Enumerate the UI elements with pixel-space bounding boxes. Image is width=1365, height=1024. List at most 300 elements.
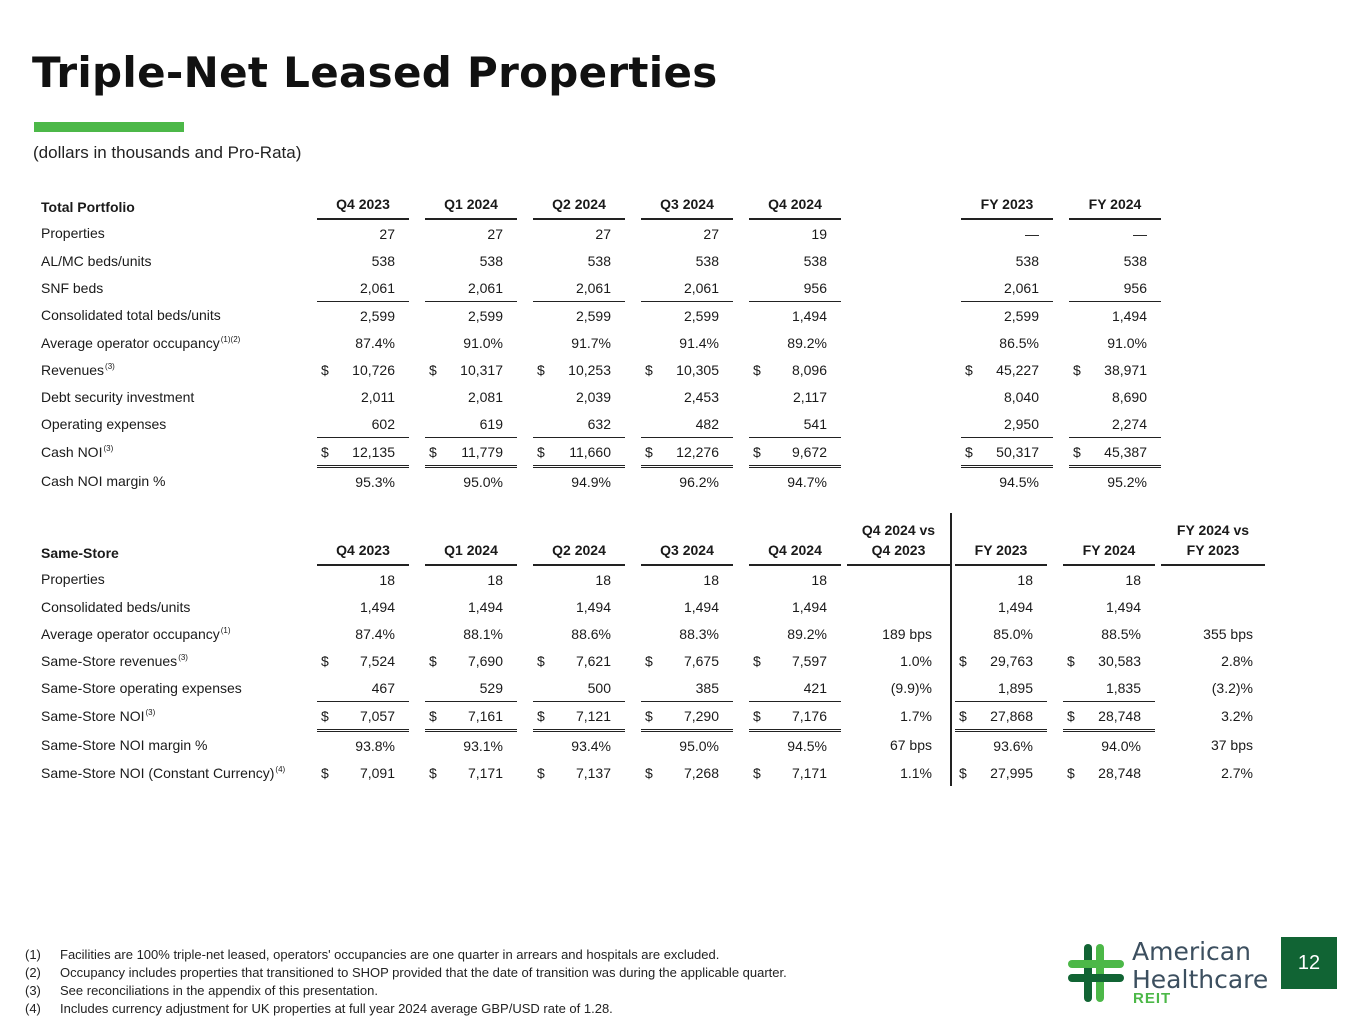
table-row [33, 302, 1161, 330]
currency-symbol [533, 620, 551, 647]
currency-symbol [641, 565, 659, 593]
footnote-text: Facilities are 100% triple-net leased, operators' occupancies are one quarter in arrears and hospitals are excluded. [60, 947, 720, 962]
spacer [409, 383, 425, 410]
cell-value: 93.1% [463, 737, 503, 754]
cell-value: 88.6% [571, 625, 611, 642]
cell-value: 86.5% [999, 334, 1039, 351]
change-value: (9.9)% [847, 674, 951, 702]
currency-symbol [425, 410, 443, 438]
currency-symbol [641, 302, 659, 330]
cell-value: 10,726 [352, 361, 395, 378]
cell-value: 18 [487, 571, 503, 588]
cell-value: 7,268 [683, 764, 719, 781]
spacer [733, 329, 749, 356]
cell-value: 538 [479, 252, 503, 269]
cell-value: 1,835 [1081, 674, 1155, 702]
footnote-ref: (3) [103, 444, 114, 453]
cell-value: 619 [443, 410, 517, 438]
currency-symbol [749, 731, 767, 760]
spacer [409, 219, 425, 247]
change-value [847, 593, 951, 620]
cell-value: 45,227 [996, 361, 1039, 378]
currency-symbol [955, 674, 973, 702]
currency-symbol [317, 410, 335, 438]
spacer [409, 467, 425, 496]
spacer [1053, 410, 1069, 438]
currency-symbol [641, 383, 659, 410]
currency-symbol [641, 329, 659, 356]
row-label [33, 247, 315, 274]
cell-value: 12,276 [659, 438, 733, 467]
row-label [33, 410, 315, 438]
cell-value: 7,675 [683, 652, 719, 669]
currency-symbol [955, 565, 973, 593]
change-value: 189 bps [847, 620, 951, 647]
spacer [841, 438, 961, 467]
cell-value: 7,597 [791, 652, 827, 669]
spacer [517, 329, 533, 356]
cell-value: 2,599 [683, 307, 719, 324]
currency-symbol: $ [537, 361, 545, 378]
currency-symbol [1069, 302, 1087, 330]
table-row [33, 274, 1161, 302]
row-label [33, 731, 315, 760]
spacer [517, 731, 533, 760]
cell-value: 27,868 [973, 702, 1047, 731]
cell-value: 27,995 [990, 764, 1033, 781]
currency-symbol [749, 593, 767, 620]
same-store-table [33, 513, 1265, 786]
cell-value: 2,081 [467, 388, 503, 405]
spacer [625, 620, 641, 647]
spacer [841, 247, 961, 274]
column-header: Q2 2024 [533, 187, 625, 219]
row-label-text: Cash NOI margin % [41, 472, 166, 489]
cell-value: 18 [1017, 571, 1033, 588]
cell-value: 94.5% [787, 737, 827, 754]
cell-value: 632 [551, 410, 625, 438]
cell-value: 956 [1087, 274, 1161, 302]
footnote-text: Occupancy includes properties that transitioned to SHOP provided that the date of transition was during the applicable quarter. [60, 965, 787, 980]
spacer [625, 219, 641, 247]
cell-value: 87.4% [355, 334, 395, 351]
currency-symbol: $ [1067, 652, 1075, 669]
row-label-text: Same-Store NOI [41, 708, 145, 724]
footnote-ref: (3) [105, 361, 115, 371]
cell-value: 88.5% [1101, 625, 1141, 642]
row-label-text: Cash NOI [41, 444, 103, 460]
column-header: FY 2024 [1063, 513, 1155, 565]
spacer [625, 274, 641, 302]
footnote-ref: (3) [178, 652, 188, 662]
change-value: 37 bps [1210, 736, 1253, 753]
cell-value: 1,494 [359, 598, 395, 615]
spacer [841, 274, 961, 302]
table-row [33, 759, 1265, 786]
currency-symbol [641, 593, 659, 620]
cell-value: 11,779 [443, 438, 517, 467]
currency-symbol [961, 410, 979, 438]
spacer [1053, 467, 1069, 496]
footnote [25, 946, 787, 964]
spacer [733, 759, 749, 786]
currency-symbol [317, 219, 335, 247]
currency-symbol: $ [425, 438, 443, 467]
cell-value: 482 [659, 410, 733, 438]
spacer [517, 702, 533, 731]
footnote-text: Includes currency adjustment for UK properties at full year 2024 average GBP/USD rate of 1.28. [60, 1001, 613, 1016]
spacer [841, 329, 961, 356]
spacer [625, 329, 641, 356]
cell-value: 1,494 [791, 307, 827, 324]
cell-value: 10,305 [676, 361, 719, 378]
cell-value: 1,494 [467, 598, 503, 615]
currency-symbol [425, 383, 443, 410]
cell-value: 94.0% [1101, 737, 1141, 754]
change-value: 1.1% [847, 759, 951, 786]
row-label [33, 759, 315, 786]
cell-value: 28,748 [1081, 702, 1155, 731]
currency-symbol [317, 467, 335, 496]
cell-value: 1,494 [1111, 307, 1147, 324]
currency-symbol [533, 274, 551, 302]
currency-symbol [749, 674, 767, 702]
section-header: Same-Store [41, 545, 119, 561]
table-row [33, 593, 1265, 620]
currency-symbol [317, 620, 335, 647]
cell-value: 93.4% [571, 737, 611, 754]
spacer [733, 383, 749, 410]
currency-symbol [961, 329, 979, 356]
spacer [625, 383, 641, 410]
spacer [1053, 274, 1069, 302]
cell-value: 2,599 [1003, 307, 1039, 324]
spacer [517, 565, 533, 593]
row-label-text: Same-Store revenues [41, 652, 178, 669]
q-change-line1: Q4 2024 vs [861, 522, 936, 538]
cell-value: 1,494 [1105, 598, 1141, 615]
cell-value: 529 [443, 674, 517, 702]
table-row [33, 356, 1161, 383]
row-label [33, 467, 315, 496]
cell-value: 2,599 [467, 307, 503, 324]
cell-value: 27 [487, 225, 503, 242]
currency-symbol: $ [961, 438, 979, 467]
currency-symbol [749, 410, 767, 438]
spacer [517, 219, 533, 247]
currency-symbol [317, 383, 335, 410]
currency-symbol: $ [645, 361, 653, 378]
currency-symbol [749, 247, 767, 274]
table-row [33, 467, 1161, 496]
row-label [33, 565, 315, 593]
table-row [33, 247, 1161, 274]
currency-symbol [317, 593, 335, 620]
currency-symbol [317, 302, 335, 330]
cell-value: 18 [703, 571, 719, 588]
spacer [1047, 565, 1063, 593]
column-header: Q3 2024 [641, 513, 733, 565]
currency-symbol [641, 410, 659, 438]
row-label [33, 593, 315, 620]
currency-symbol [317, 674, 335, 702]
spacer [409, 329, 425, 356]
cell-value: 95.3% [355, 473, 395, 490]
currency-symbol [749, 329, 767, 356]
currency-symbol: $ [641, 438, 659, 467]
spacer [517, 302, 533, 330]
currency-symbol [749, 302, 767, 330]
spacer [733, 565, 749, 593]
plus-logo-icon [1066, 942, 1126, 1006]
spacer [625, 410, 641, 438]
change-value: 3.2% [1221, 708, 1253, 724]
cell-value: 2,011 [361, 388, 395, 405]
spacer [517, 383, 533, 410]
cell-value: 95.0% [463, 473, 503, 490]
spacer [409, 647, 425, 674]
row-label-text: Same-Store operating expenses [41, 679, 242, 696]
fy-change-line2: FY 2023 [1186, 542, 1240, 558]
column-header: Q4 2023 [317, 187, 409, 219]
spacer [517, 247, 533, 274]
change-value [1161, 593, 1265, 620]
spacer [733, 647, 749, 674]
currency-symbol [425, 219, 443, 247]
cell-value: 27 [379, 225, 395, 242]
spacer [1047, 593, 1063, 620]
logo-wordmark [1132, 938, 1268, 994]
spacer [1053, 438, 1069, 467]
footnote-number: (1) [25, 947, 41, 962]
change-value: 1.7% [847, 702, 951, 731]
cell-value: 538 [803, 252, 827, 269]
currency-symbol [1069, 247, 1087, 274]
spacer [409, 702, 425, 731]
currency-symbol [425, 274, 443, 302]
spacer [733, 702, 749, 731]
currency-symbol: $ [959, 764, 967, 781]
spacer [517, 593, 533, 620]
cell-value: 538 [371, 252, 395, 269]
cell-value: 2,061 [335, 274, 409, 302]
cell-value: 9,672 [767, 438, 841, 467]
currency-symbol [641, 620, 659, 647]
cell-value: 8,690 [1111, 388, 1147, 405]
column-header-q-change [847, 513, 951, 565]
cell-value: 1,494 [575, 598, 611, 615]
column-header: Q1 2024 [425, 187, 517, 219]
spacer [517, 647, 533, 674]
row-label-text: Properties [41, 571, 105, 587]
spacer [733, 731, 749, 760]
currency-symbol [641, 731, 659, 760]
spacer [409, 731, 425, 760]
currency-symbol [425, 329, 443, 356]
column-header: Q4 2023 [317, 513, 409, 565]
currency-symbol [955, 731, 973, 760]
footnote-number: (3) [25, 983, 41, 998]
cell-value: 538 [1123, 252, 1147, 269]
table-row [33, 702, 1265, 731]
column-header: Q4 2024 [749, 187, 841, 219]
row-label-text: Same-Store NOI margin % [41, 736, 208, 753]
spacer [409, 593, 425, 620]
cell-value: 30,583 [1098, 652, 1141, 669]
row-label-text: Consolidated beds/units [41, 598, 191, 615]
spacer [733, 302, 749, 330]
column-header: Q1 2024 [425, 513, 517, 565]
cell-value: 93.8% [355, 737, 395, 754]
currency-symbol: $ [321, 764, 329, 781]
currency-symbol [425, 467, 443, 496]
currency-symbol [1063, 620, 1081, 647]
row-label [33, 647, 315, 674]
cell-value: 467 [335, 674, 409, 702]
currency-symbol [317, 731, 335, 760]
currency-symbol [961, 383, 979, 410]
cell-value: 18 [1125, 571, 1141, 588]
row-label-text: Operating expenses [41, 415, 167, 432]
cell-value: 18 [595, 571, 611, 588]
change-value: 67 bps [847, 731, 951, 760]
row-label [33, 356, 315, 383]
currency-symbol: $ [955, 702, 973, 731]
cell-value: 91.0% [1107, 334, 1147, 351]
cell-value: 18 [379, 571, 395, 588]
spacer [1053, 383, 1069, 410]
logo-line1: American [1132, 937, 1251, 966]
cell-value: 12,135 [335, 438, 409, 467]
spacer [625, 759, 641, 786]
footnote-number: (4) [25, 1001, 41, 1016]
currency-symbol [1063, 731, 1081, 760]
cell-value: 88.1% [463, 625, 503, 642]
cell-value: 1,494 [683, 598, 719, 615]
cell-value: 95.2% [1107, 473, 1147, 490]
currency-symbol [425, 593, 443, 620]
spacer [1053, 247, 1069, 274]
row-label [33, 329, 315, 356]
cell-value: 2,453 [683, 388, 719, 405]
cell-value: 500 [551, 674, 625, 702]
cell-value: 2,061 [979, 274, 1053, 302]
row-label [33, 274, 315, 302]
currency-symbol [317, 247, 335, 274]
spacer [409, 274, 425, 302]
table-row [33, 620, 1265, 647]
change-value: 355 bps [1203, 625, 1253, 642]
currency-symbol [317, 329, 335, 356]
cell-value: 7,137 [575, 764, 611, 781]
spacer [1053, 302, 1069, 330]
spacer [733, 467, 749, 496]
cell-value: 2,039 [575, 388, 611, 405]
spacer [625, 302, 641, 330]
cell-value: 10,317 [460, 361, 503, 378]
currency-symbol [749, 467, 767, 496]
row-label-text: Revenues [41, 361, 105, 378]
cell-value: 94.9% [571, 473, 611, 490]
spacer [1053, 329, 1069, 356]
fy-change-line1: FY 2024 vs [1176, 522, 1250, 538]
cell-value: 1,895 [973, 674, 1047, 702]
title-accent-bar [34, 122, 184, 132]
logo-line2: Healthcare [1132, 965, 1269, 994]
spacer [409, 247, 425, 274]
row-label [33, 302, 315, 330]
spacer [1047, 674, 1063, 702]
spacer [625, 565, 641, 593]
spacer [625, 731, 641, 760]
currency-symbol [533, 219, 551, 247]
currency-symbol [425, 731, 443, 760]
currency-symbol: $ [321, 652, 329, 669]
cell-value: 88.3% [679, 625, 719, 642]
currency-symbol: $ [645, 652, 653, 669]
column-header: FY 2023 [961, 187, 1053, 219]
spacer [625, 247, 641, 274]
footnote-ref: (1) [220, 625, 231, 635]
currency-symbol: $ [965, 361, 973, 378]
subtitle: (dollars in thousands and Pro-Rata) [33, 143, 302, 162]
currency-symbol [961, 302, 979, 330]
cell-value: 2,117 [793, 388, 827, 405]
spacer [625, 438, 641, 467]
currency-symbol [1069, 219, 1087, 247]
spacer [517, 438, 533, 467]
cell-value: 96.2% [679, 473, 719, 490]
table-row [33, 731, 1265, 760]
currency-symbol: $ [641, 702, 659, 731]
cell-value: 7,161 [443, 702, 517, 731]
change-value [1161, 565, 1265, 593]
currency-symbol [533, 674, 551, 702]
row-label-text: Consolidated total beds/units [41, 307, 221, 324]
currency-symbol [641, 274, 659, 302]
currency-symbol: $ [317, 702, 335, 731]
spacer [733, 274, 749, 302]
currency-symbol [533, 383, 551, 410]
footnote [25, 964, 787, 982]
currency-symbol [533, 467, 551, 496]
change-value: 1.0% [847, 647, 951, 674]
cell-value: 538 [1015, 252, 1039, 269]
spacer [1053, 356, 1069, 383]
cell-value: 7,176 [767, 702, 841, 731]
currency-symbol [317, 565, 335, 593]
currency-symbol [1069, 383, 1087, 410]
currency-symbol [641, 674, 659, 702]
spacer [733, 247, 749, 274]
spacer [409, 674, 425, 702]
logo-reit: REIT [1133, 990, 1172, 1007]
column-header: FY 2023 [955, 513, 1047, 565]
page-number: 12 [1281, 937, 1337, 989]
cell-value: 541 [767, 410, 841, 438]
currency-symbol: $ [645, 764, 653, 781]
cell-value: 956 [767, 274, 841, 302]
spacer [409, 302, 425, 330]
currency-symbol [425, 247, 443, 274]
table-row [33, 674, 1265, 702]
footnote-text: See reconciliations in the appendix of this presentation. [60, 983, 378, 998]
currency-symbol [533, 410, 551, 438]
table-row [33, 329, 1161, 356]
column-header-fy-change [1161, 513, 1265, 565]
cell-value: 2,274 [1087, 410, 1161, 438]
cell-value: 18 [811, 571, 827, 588]
